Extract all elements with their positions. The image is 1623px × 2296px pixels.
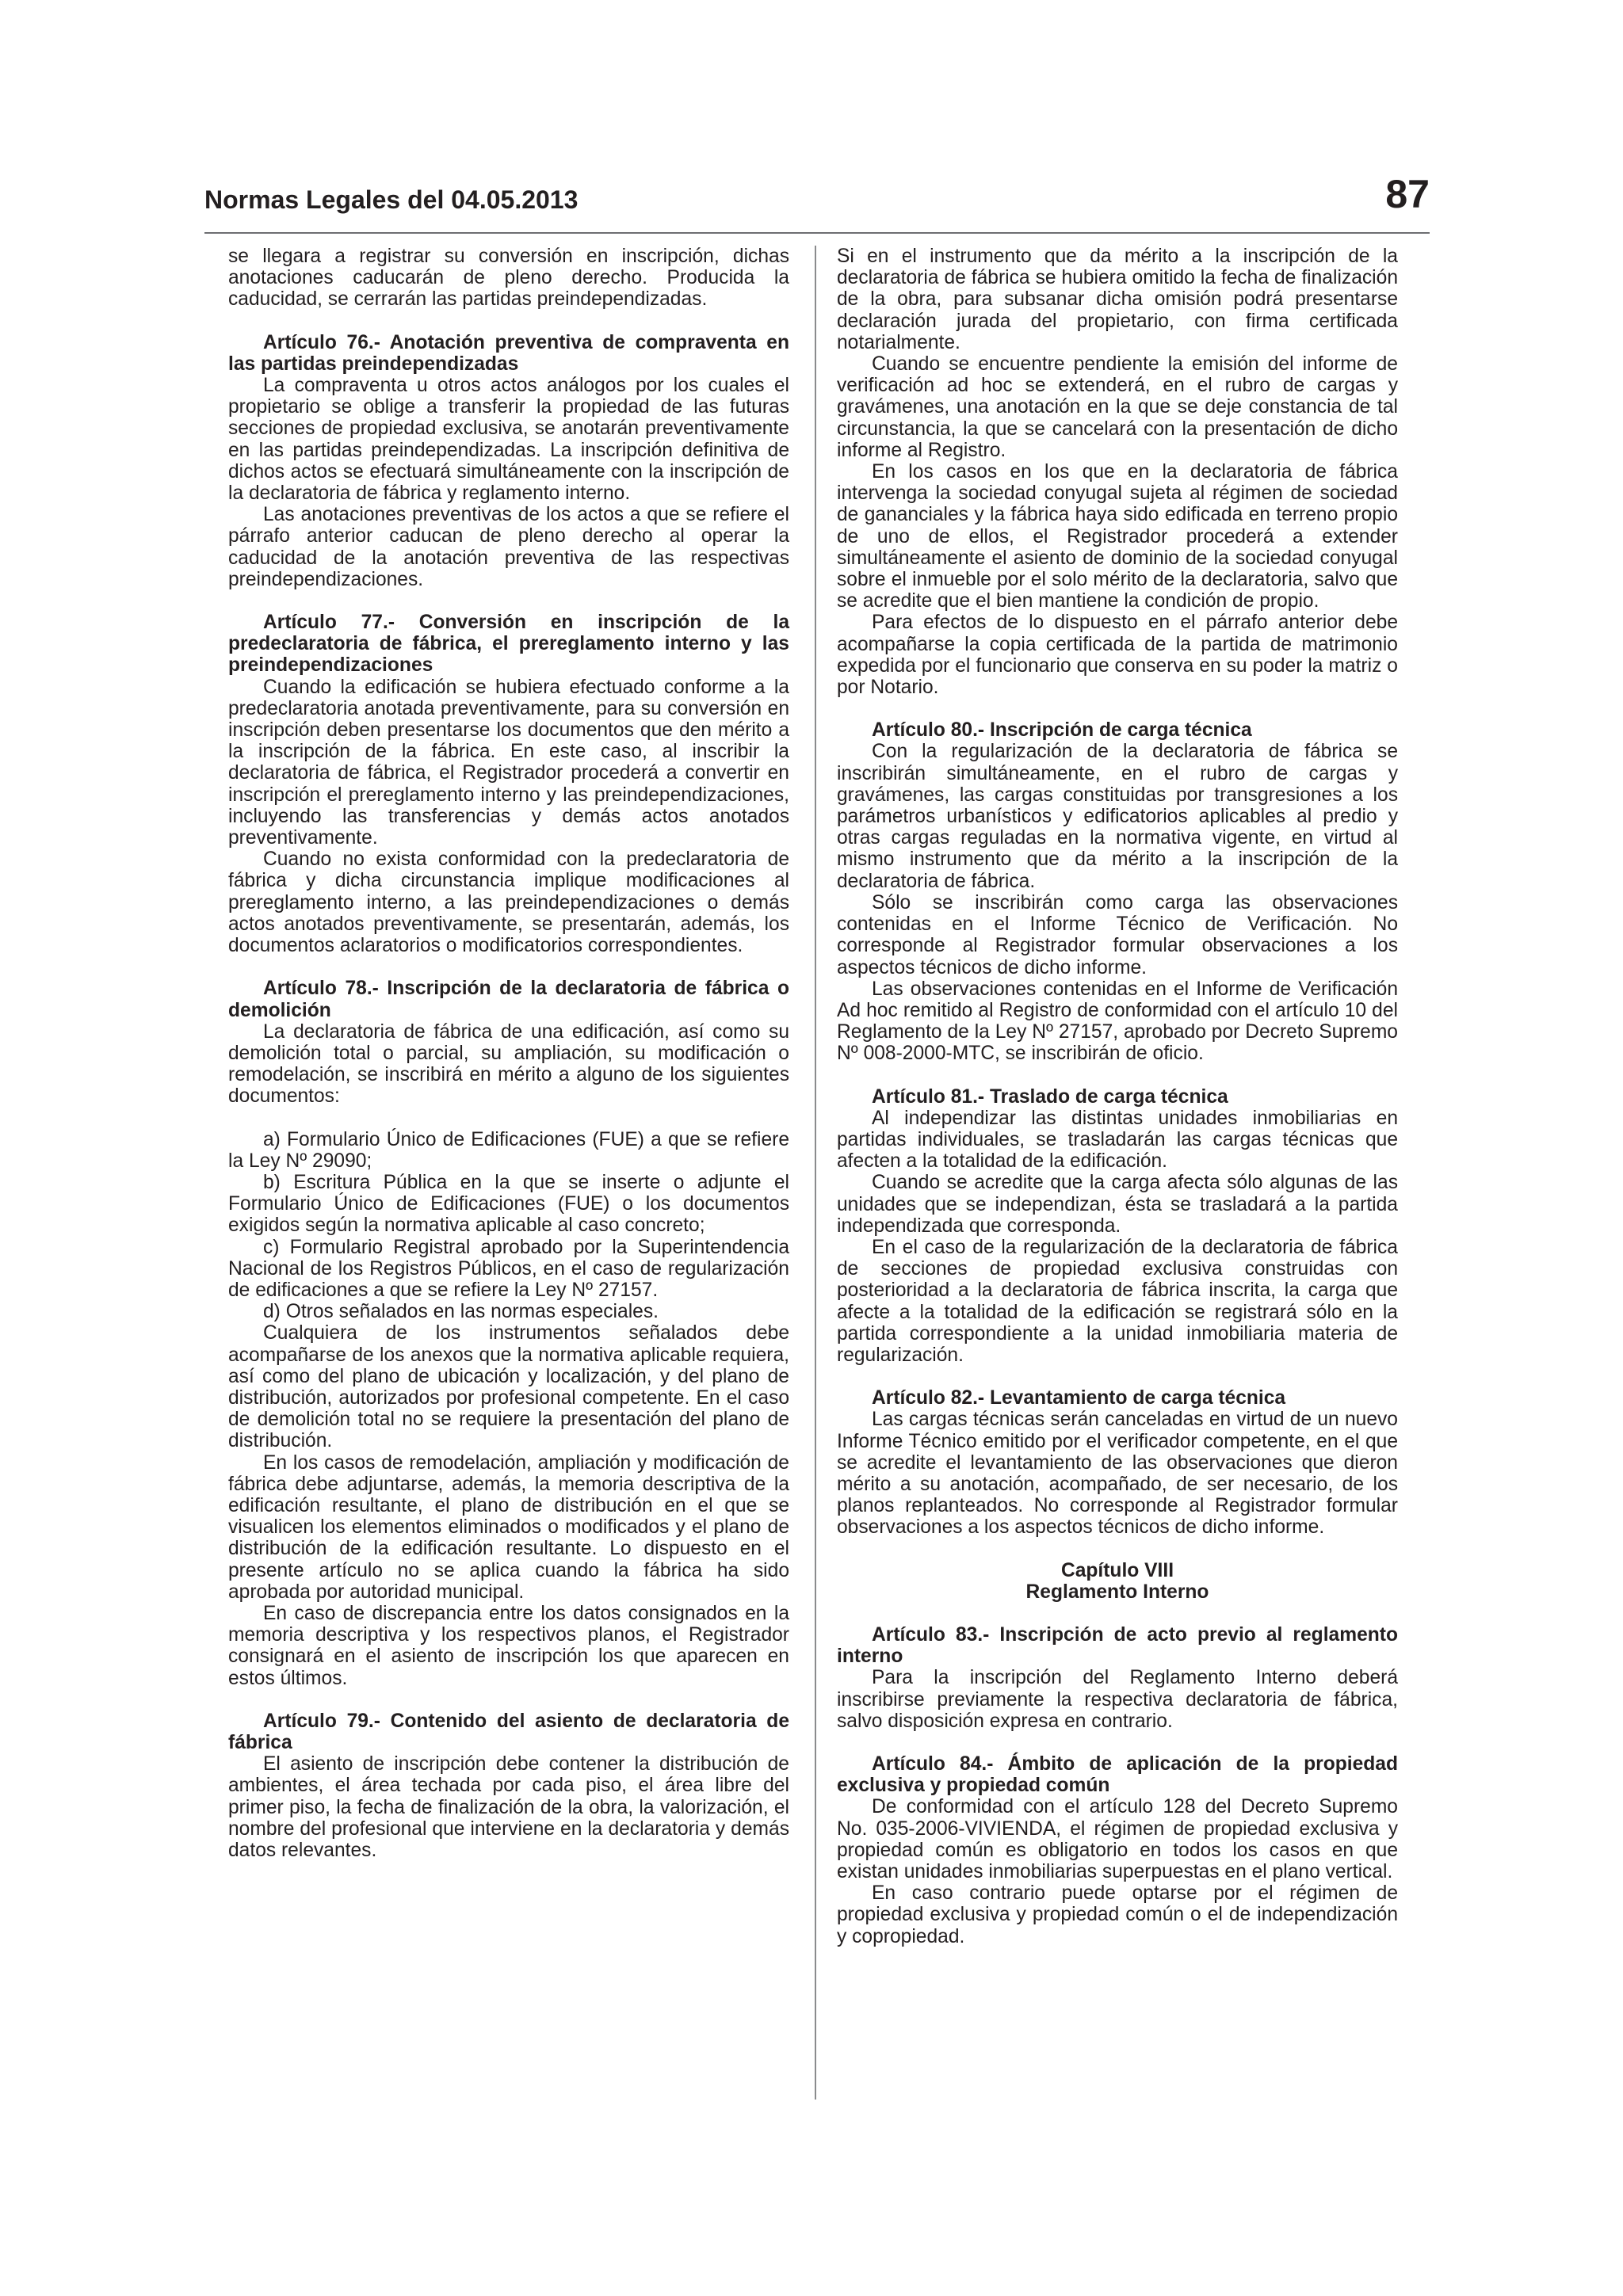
paragraph: se llegara a registrar su conversión en inscripción, dichas anotaciones caducarán de pleno derecho. Producida la caducidad, se cerrarán las partidas preindependizadas. [228, 246, 789, 311]
paragraph: En los casos en los que en la declaratoria de fábrica intervenga la sociedad conyugal sujeta al régimen de sociedad de gananciales y la fábrica haya sido edificada en terreno propio de uno de ellos, el Registrador procederá a extender simultáneamente el asiento de dominio de la sociedad conyugal sobre el inmueble por el solo mérito de la declaratoria, salvo que se acredite que el bien mantiene la condición de propio. [837, 461, 1398, 612]
page-header [204, 166, 1430, 230]
paragraph: La declaratoria de fábrica de una edificación, así como su demolición total o parcial, su ampliación, su modificación o remodelación, se inscribirá en mérito a alguno de los siguientes documentos: [228, 1020, 789, 1108]
right-column [837, 246, 1398, 1947]
spacer [228, 1108, 789, 1129]
paragraph: En los casos de remodelación, ampliación y modificación de fábrica debe adjuntarse, además, la memoria descriptiva de la edificación resultante, el plano de distribución en el que se visualicen los elementos eliminados o modificados y el plano de distribución de la edificación resultante. Lo dispuesto en el presente artículo no se aplica cuando la fábrica ha sido aprobada por autoridad municipal. [228, 1451, 789, 1603]
list-item: b) Escritura Pública en la que se inserte o adjunte el Formulario Único de Edificaciones (FUE) o los documentos exigidos según la normativa aplicable al caso concreto; [228, 1171, 789, 1237]
header-rule [204, 232, 1430, 234]
paragraph: De conformidad con el artículo 128 del Decreto Supremo No. 035-2006-VIVIENDA, el régimen de propiedad exclusiva y propiedad común es obligatorio en todos los casos en que existan unidades inmobiliarias superpuestas en el plano vertical. [837, 1796, 1398, 1883]
paragraph: Cualquiera de los instrumentos señalados debe acompañarse de los anexos que la normativa aplicable requiera, así como del plano de ubicación y localización, y del plano de distribución, autorizados por profesional competente. En el caso de demolición total no se requiere la presentación del plano de distribución. [228, 1322, 789, 1452]
article-84-heading: Artículo 84.- Ámbito de aplicación de la propiedad exclusiva y propiedad común [837, 1753, 1398, 1797]
article-80-heading: Artículo 80.- Inscripción de carga técnica [872, 719, 1252, 742]
paragraph: Cuando se encuentre pendiente la emisión del informe de verificación ad hoc se extenderá, en el rubro de cargas y gravámenes, una anotación en la que se deje constancia de tal circunstancia, la que se cancelará con la presentación de dicho informe al Registro. [837, 353, 1398, 461]
paragraph: Las anotaciones preventivas de los actos a que se refiere el párrafo anterior caducan de pleno derecho al operar la caducidad de la anotación preventiva de las respectivas preindependizaciones. [228, 504, 789, 590]
paragraph: En el caso de la regularización de la declaratoria de fábrica de secciones de propiedad exclusiva construidas con posterioridad a la declaratoria de fábrica inscrita, la carga que afecte a la totalidad de la edificación se registrará sólo en la partida correspondiente a la unidad inmobiliaria materia de regularización. [837, 1236, 1398, 1366]
article-76-heading: Artículo 76.- Anotación preventiva de compraventa en las partidas preindependizadas [228, 331, 789, 375]
header-title: Normas Legales del 04.05.2013 [204, 185, 579, 214]
paragraph: En caso de discrepancia entre los datos consignados en la memoria descriptiva y los respectivos planos, el Registrador consignará en el asiento de inscripción los que aparecen en estos últimos. [228, 1602, 789, 1689]
list-item: d) Otros señalados en las normas especiales. [263, 1301, 659, 1323]
paragraph: En caso contrario puede optarse por el régimen de propiedad exclusiva y propiedad común o el de independización y copropiedad. [837, 1882, 1398, 1947]
paragraph: La compraventa u otros actos análogos por los cuales el propietario se oblige a transferir la propiedad de las futuras secciones de propiedad exclusiva, se anotarán preventivamente en las partidas preindependizadas. La inscripción definitiva de dichos actos se efectuará simultáneamente con la inscripción de la declaratoria de fábrica y reglamento interno. [228, 375, 789, 505]
article-82-heading: Artículo 82.- Levantamiento de carga técnica [872, 1387, 1286, 1409]
list-item: c) Formulario Registral aprobado por la Superintendencia Nacional de los Registros Públicos, en el caso de regularización de edificaciones a que se refiere la Ley Nº 27157. [228, 1236, 789, 1301]
paragraph: Cuando la edificación se hubiera efectuado conforme a la predeclaratoria anotada preventivamente, para su conversión en inscripción deben presentarse los documentos que den mérito a la inscripción de la fábrica. En este caso, al inscribir la declaratoria de fábrica, el Registrador procederá a convertir en inscripción el prereglamento interno y las preindependizaciones, incluyendo las transferencias y demás actos anotados preventivamente. [228, 676, 789, 849]
paragraph: Cuando no exista conformidad con la predeclaratoria de fábrica y dicha circunstancia implique modificaciones al prereglamento interno, a las preindependizaciones o demás actos anotados preventivamente, se presentarán, además, los documentos aclaratorios o modificatorios correspondientes. [228, 849, 789, 957]
page-number: 87 [1385, 172, 1430, 216]
paragraph: Para efectos de lo dispuesto en el párrafo anterior debe acompañarse la copia certificada de la partida de matrimonio expedida por el funcionario que conserva en su poder la matriz o por Notario. [837, 612, 1398, 699]
article-79-heading: Artículo 79.- Contenido del asiento de declaratoria de fábrica [228, 1710, 789, 1753]
left-column [228, 246, 789, 1861]
article-81-heading: Artículo 81.- Traslado de carga técnica [872, 1085, 1228, 1108]
column-divider [815, 246, 816, 2100]
paragraph: Sólo se inscribirán como carga las observaciones contenidas en el Informe Técnico de Verificación. No corresponde al Registrador formular observaciones a los aspectos técnicos de dicho informe. [837, 891, 1398, 978]
article-83-heading: Artículo 83.- Inscripción de acto previo al reglamento interno [837, 1623, 1398, 1668]
paragraph: Si en el instrumento que da mérito a la inscripción de la declaratoria de fábrica se hubiera omitido la fecha de finalización de la obra, para subsanar dicha omisión podrá presentarse declaración jurada del propietario, con firma certificada notarialmente. [837, 246, 1398, 353]
chapter-title: Reglamento Interno [1025, 1581, 1209, 1603]
paragraph: Al independizar las distintas unidades inmobiliarias en partidas individuales, se trasladarán las cargas técnicas que afecten a la totalidad de la edificación. [837, 1107, 1398, 1173]
article-77-heading: Artículo 77.- Conversión en inscripción de la predeclaratoria de fábrica, el prereglamento interno y las preindependizaciones [228, 612, 789, 677]
paragraph: Las cargas técnicas serán canceladas en virtud de un nuevo Informe Técnico emitido por el verificador competente, en el que se acredite el levantamiento de las observaciones que dieron mérito a su anotación, acompañado, de ser necesario, de los planos replanteados. No corresponde al Registrador formular observaciones a los aspectos técnicos de dicho informe. [837, 1409, 1398, 1539]
paragraph: Con la regularización de la declaratoria de fábrica se inscribirán simultáneamente, en el rubro de cargas y gravámenes, las cargas constituidas por transgresiones a los parámetros urbanísticos y edificatorios aplicables al predio y otras cargas reguladas en la normativa vigente, en virtud al mismo instrumento que da mérito a la inscripción de la declaratoria de fábrica. [837, 741, 1398, 892]
paragraph: Cuando se acredite que la carga afecta sólo algunas de las unidades que se independizan, ésta se trasladará a la partida independizada que corresponda. [837, 1172, 1398, 1237]
list-item: a) Formulario Único de Edificaciones (FUE) a que se refiere la Ley Nº 29090; [228, 1128, 789, 1172]
chapter-number: Capítulo VIII [1060, 1559, 1174, 1581]
paragraph: El asiento de inscripción debe contener la distribución de ambientes, el área techada por cada piso, el área libre del primer piso, la fecha de finalización de la obra, la valorización, el nombre del profesional que interviene en la declaratoria y demás datos relevantes. [228, 1753, 789, 1862]
chapter-heading [837, 1560, 1398, 1603]
paragraph: Para la inscripción del Reglamento Interno deberá inscribirse previamente la respectiva declaratoria de fábrica, salvo disposición expresa en contrario. [837, 1667, 1398, 1732]
article-78-heading: Artículo 78.- Inscripción de la declaratoria de fábrica o demolición [228, 978, 789, 1021]
paragraph: Las observaciones contenidas en el Informe de Verificación Ad hoc remitido al Registro de conformidad con el artículo 10 del Reglamento de la Ley Nº 27157, aprobado por Decreto Supremo Nº 008-2000-MTC, se inscribirán de oficio. [837, 978, 1398, 1065]
